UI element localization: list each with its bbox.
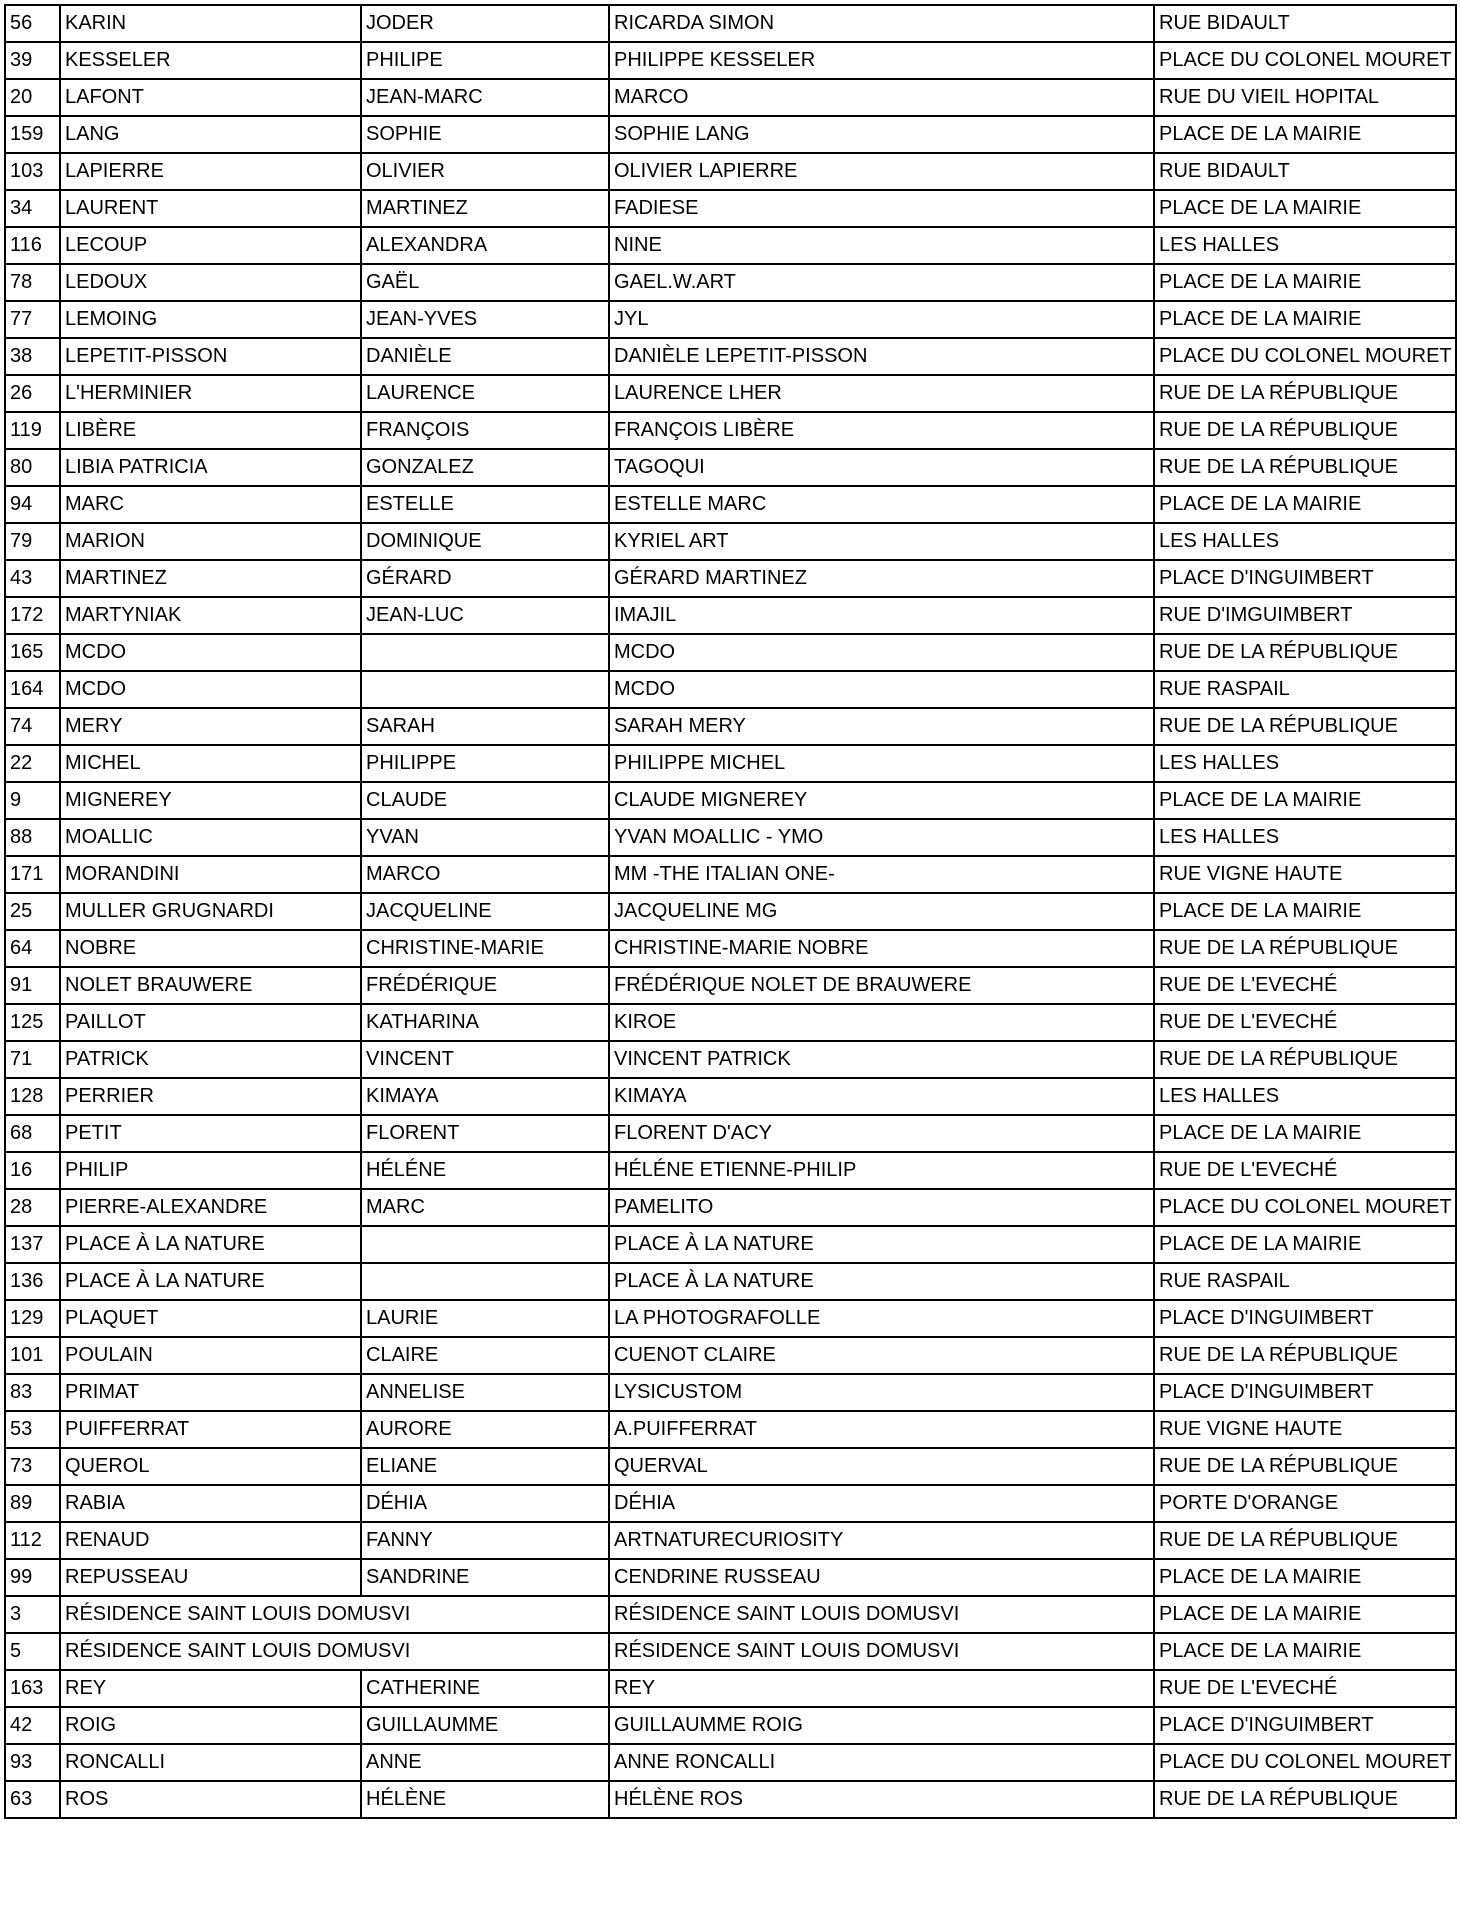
last-name-cell: L'HERMINIER (60, 375, 361, 412)
first-name-cell: CLAUDE (361, 782, 609, 819)
location-cell: PLACE DE LA MAIRIE (1154, 190, 1456, 227)
last-name-cell: ROS (60, 1781, 361, 1818)
signature-cell: LAURENCE LHER (609, 375, 1154, 412)
location-cell: PLACE D'INGUIMBERT (1154, 1300, 1456, 1337)
first-name-cell: VINCENT (361, 1041, 609, 1078)
location-cell: PLACE DE LA MAIRIE (1154, 301, 1456, 338)
number-cell: 64 (5, 930, 60, 967)
table-row (5, 967, 1456, 1004)
last-name-cell: ROIG (60, 1707, 361, 1744)
number-cell: 26 (5, 375, 60, 412)
signature-cell: CUENOT CLAIRE (609, 1337, 1154, 1374)
table-row (5, 1633, 1456, 1670)
location-cell: PLACE DU COLONEL MOURET (1154, 1744, 1456, 1781)
location-cell: PLACE DE LA MAIRIE (1154, 1226, 1456, 1263)
location-cell: RUE DE L'EVECHÉ (1154, 967, 1456, 1004)
table-row (5, 893, 1456, 930)
signature-cell: TAGOQUI (609, 449, 1154, 486)
location-cell: RUE DE L'EVECHÉ (1154, 1004, 1456, 1041)
location-cell: PLACE DE LA MAIRIE (1154, 893, 1456, 930)
location-cell: RUE DE LA RÉPUBLIQUE (1154, 930, 1456, 967)
table-row (5, 190, 1456, 227)
last-name-cell: MORANDINI (60, 856, 361, 893)
last-name-cell: PERRIER (60, 1078, 361, 1115)
number-cell: 94 (5, 486, 60, 523)
location-cell: PLACE D'INGUIMBERT (1154, 560, 1456, 597)
last-name-cell: LEDOUX (60, 264, 361, 301)
number-cell: 77 (5, 301, 60, 338)
first-name-cell (361, 671, 609, 708)
number-cell: 91 (5, 967, 60, 1004)
number-cell: 128 (5, 1078, 60, 1115)
first-name-cell: FRÉDÉRIQUE (361, 967, 609, 1004)
signature-cell: FRÉDÉRIQUE NOLET DE BRAUWERE (609, 967, 1154, 1004)
table-row (5, 1522, 1456, 1559)
number-cell: 171 (5, 856, 60, 893)
signature-cell: KIROE (609, 1004, 1154, 1041)
table-row (5, 153, 1456, 190)
number-cell: 101 (5, 1337, 60, 1374)
first-name-cell: YVAN (361, 819, 609, 856)
participants-table (4, 4, 1457, 1819)
last-name-cell: PHILIP (60, 1152, 361, 1189)
number-cell: 22 (5, 745, 60, 782)
last-name-cell: PLACE À LA NATURE (60, 1226, 361, 1263)
location-cell: PLACE D'INGUIMBERT (1154, 1707, 1456, 1744)
table-row (5, 116, 1456, 153)
table-row (5, 301, 1456, 338)
table-row (5, 1337, 1456, 1374)
signature-cell: PHILIPPE MICHEL (609, 745, 1154, 782)
table-row (5, 1448, 1456, 1485)
location-cell: RUE DE LA RÉPUBLIQUE (1154, 449, 1456, 486)
signature-cell: MM -THE ITALIAN ONE- (609, 856, 1154, 893)
signature-cell: CENDRINE RUSSEAU (609, 1559, 1154, 1596)
location-cell: RUE RASPAIL (1154, 1263, 1456, 1300)
number-cell: 71 (5, 1041, 60, 1078)
number-cell: 39 (5, 42, 60, 79)
table-body (5, 5, 1456, 1818)
table-row (5, 1226, 1456, 1263)
table-row (5, 264, 1456, 301)
first-name-cell: SOPHIE (361, 116, 609, 153)
number-cell: 63 (5, 1781, 60, 1818)
location-cell: RUE DE L'EVECHÉ (1154, 1670, 1456, 1707)
table-row (5, 856, 1456, 893)
first-name-cell: MARTINEZ (361, 190, 609, 227)
table-row (5, 449, 1456, 486)
number-cell: 73 (5, 1448, 60, 1485)
number-cell: 136 (5, 1263, 60, 1300)
signature-cell: GÉRARD MARTINEZ (609, 560, 1154, 597)
first-name-cell: CLAIRE (361, 1337, 609, 1374)
table-row (5, 1670, 1456, 1707)
last-name-cell: PUIFFERRAT (60, 1411, 361, 1448)
last-name-cell: RÉSIDENCE SAINT LOUIS DOMUSVI (60, 1633, 609, 1670)
table-row (5, 227, 1456, 264)
signature-cell: FADIESE (609, 190, 1154, 227)
first-name-cell: JACQUELINE (361, 893, 609, 930)
number-cell: 56 (5, 5, 60, 42)
location-cell: LES HALLES (1154, 227, 1456, 264)
first-name-cell: MARC (361, 1189, 609, 1226)
location-cell: RUE RASPAIL (1154, 671, 1456, 708)
number-cell: 103 (5, 153, 60, 190)
number-cell: 165 (5, 634, 60, 671)
number-cell: 93 (5, 1744, 60, 1781)
location-cell: RUE DE LA RÉPUBLIQUE (1154, 1337, 1456, 1374)
location-cell: PLACE DE LA MAIRIE (1154, 782, 1456, 819)
signature-cell: GAEL.W.ART (609, 264, 1154, 301)
last-name-cell: LEMOING (60, 301, 361, 338)
first-name-cell: GAËL (361, 264, 609, 301)
last-name-cell: LECOUP (60, 227, 361, 264)
last-name-cell: MARION (60, 523, 361, 560)
table-row (5, 523, 1456, 560)
table-row (5, 1041, 1456, 1078)
number-cell: 20 (5, 79, 60, 116)
last-name-cell: MCDO (60, 634, 361, 671)
first-name-cell: AURORE (361, 1411, 609, 1448)
table-row (5, 745, 1456, 782)
last-name-cell: RÉSIDENCE SAINT LOUIS DOMUSVI (60, 1596, 609, 1633)
number-cell: 164 (5, 671, 60, 708)
table-row (5, 671, 1456, 708)
table-row (5, 597, 1456, 634)
first-name-cell (361, 1263, 609, 1300)
last-name-cell: PLAQUET (60, 1300, 361, 1337)
location-cell: PLACE DE LA MAIRIE (1154, 1596, 1456, 1633)
table-row (5, 560, 1456, 597)
table-row (5, 634, 1456, 671)
signature-cell: RÉSIDENCE SAINT LOUIS DOMUSVI (609, 1596, 1154, 1633)
number-cell: 53 (5, 1411, 60, 1448)
last-name-cell: QUEROL (60, 1448, 361, 1485)
number-cell: 163 (5, 1670, 60, 1707)
table-row (5, 1707, 1456, 1744)
number-cell: 5 (5, 1633, 60, 1670)
number-cell: 79 (5, 523, 60, 560)
first-name-cell: JEAN-LUC (361, 597, 609, 634)
last-name-cell: PETIT (60, 1115, 361, 1152)
number-cell: 80 (5, 449, 60, 486)
last-name-cell: MARTINEZ (60, 560, 361, 597)
number-cell: 88 (5, 819, 60, 856)
location-cell: RUE DE LA RÉPUBLIQUE (1154, 1522, 1456, 1559)
location-cell: RUE DE LA RÉPUBLIQUE (1154, 1781, 1456, 1818)
location-cell: PORTE D'ORANGE (1154, 1485, 1456, 1522)
location-cell: PLACE DU COLONEL MOURET (1154, 42, 1456, 79)
first-name-cell (361, 1226, 609, 1263)
signature-cell: PHILIPPE KESSELER (609, 42, 1154, 79)
signature-cell: GUILLAUMME ROIG (609, 1707, 1154, 1744)
location-cell: RUE DE LA RÉPUBLIQUE (1154, 708, 1456, 745)
table-row (5, 1115, 1456, 1152)
number-cell: 129 (5, 1300, 60, 1337)
first-name-cell: FRANÇOIS (361, 412, 609, 449)
table-row (5, 1559, 1456, 1596)
last-name-cell: MCDO (60, 671, 361, 708)
signature-cell: JYL (609, 301, 1154, 338)
number-cell: 89 (5, 1485, 60, 1522)
number-cell: 159 (5, 116, 60, 153)
last-name-cell: RABIA (60, 1485, 361, 1522)
table-row (5, 412, 1456, 449)
number-cell: 99 (5, 1559, 60, 1596)
location-cell: RUE VIGNE HAUTE (1154, 1411, 1456, 1448)
signature-cell: FLORENT D'ACY (609, 1115, 1154, 1152)
table-row (5, 1189, 1456, 1226)
table-row (5, 1300, 1456, 1337)
signature-cell: DANIÈLE LEPETIT-PISSON (609, 338, 1154, 375)
last-name-cell: PLACE À LA NATURE (60, 1263, 361, 1300)
table-row (5, 1781, 1456, 1818)
last-name-cell: REY (60, 1670, 361, 1707)
signature-cell: PAMELITO (609, 1189, 1154, 1226)
number-cell: 83 (5, 1374, 60, 1411)
number-cell: 74 (5, 708, 60, 745)
location-cell: RUE DE LA RÉPUBLIQUE (1154, 375, 1456, 412)
last-name-cell: LIBÈRE (60, 412, 361, 449)
number-cell: 119 (5, 412, 60, 449)
first-name-cell: DOMINIQUE (361, 523, 609, 560)
first-name-cell: SARAH (361, 708, 609, 745)
table-row (5, 1263, 1456, 1300)
last-name-cell: PIERRE-ALEXANDRE (60, 1189, 361, 1226)
first-name-cell: ALEXANDRA (361, 227, 609, 264)
first-name-cell: GONZALEZ (361, 449, 609, 486)
first-name-cell: JODER (361, 5, 609, 42)
number-cell: 68 (5, 1115, 60, 1152)
location-cell: PLACE DE LA MAIRIE (1154, 116, 1456, 153)
last-name-cell: RONCALLI (60, 1744, 361, 1781)
table-row (5, 375, 1456, 412)
signature-cell: QUERVAL (609, 1448, 1154, 1485)
number-cell: 43 (5, 560, 60, 597)
first-name-cell: ANNE (361, 1744, 609, 1781)
location-cell: RUE DU VIEIL HOPITAL (1154, 79, 1456, 116)
last-name-cell: LIBIA PATRICIA (60, 449, 361, 486)
number-cell: 137 (5, 1226, 60, 1263)
first-name-cell: ANNELISE (361, 1374, 609, 1411)
number-cell: 3 (5, 1596, 60, 1633)
last-name-cell: LAPIERRE (60, 153, 361, 190)
location-cell: PLACE DE LA MAIRIE (1154, 486, 1456, 523)
signature-cell: SARAH MERY (609, 708, 1154, 745)
last-name-cell: LAURENT (60, 190, 361, 227)
last-name-cell: LEPETIT-PISSON (60, 338, 361, 375)
last-name-cell: MICHEL (60, 745, 361, 782)
signature-cell: RICARDA SIMON (609, 5, 1154, 42)
signature-cell: PLACE À LA NATURE (609, 1226, 1154, 1263)
number-cell: 78 (5, 264, 60, 301)
location-cell: RUE DE LA RÉPUBLIQUE (1154, 412, 1456, 449)
last-name-cell: RENAUD (60, 1522, 361, 1559)
last-name-cell: PRIMAT (60, 1374, 361, 1411)
signature-cell: MCDO (609, 671, 1154, 708)
signature-cell: RÉSIDENCE SAINT LOUIS DOMUSVI (609, 1633, 1154, 1670)
table-row (5, 486, 1456, 523)
first-name-cell: HÉLÈNE (361, 1781, 609, 1818)
number-cell: 9 (5, 782, 60, 819)
location-cell: LES HALLES (1154, 1078, 1456, 1115)
first-name-cell: KATHARINA (361, 1004, 609, 1041)
location-cell: RUE BIDAULT (1154, 153, 1456, 190)
first-name-cell: LAURIE (361, 1300, 609, 1337)
table-row (5, 1596, 1456, 1633)
number-cell: 25 (5, 893, 60, 930)
location-cell: LES HALLES (1154, 745, 1456, 782)
signature-cell: ANNE RONCALLI (609, 1744, 1154, 1781)
table-row (5, 930, 1456, 967)
first-name-cell: DÉHIA (361, 1485, 609, 1522)
number-cell: 42 (5, 1707, 60, 1744)
table-row (5, 5, 1456, 42)
signature-cell: FRANÇOIS LIBÈRE (609, 412, 1154, 449)
signature-cell: ARTNATURECURIOSITY (609, 1522, 1154, 1559)
last-name-cell: NOBRE (60, 930, 361, 967)
signature-cell: OLIVIER LAPIERRE (609, 153, 1154, 190)
location-cell: RUE D'IMGUIMBERT (1154, 597, 1456, 634)
last-name-cell: MIGNEREY (60, 782, 361, 819)
signature-cell: DÉHIA (609, 1485, 1154, 1522)
first-name-cell: ESTELLE (361, 486, 609, 523)
table-row (5, 338, 1456, 375)
number-cell: 34 (5, 190, 60, 227)
first-name-cell: CATHERINE (361, 1670, 609, 1707)
last-name-cell: MULLER GRUGNARDI (60, 893, 361, 930)
location-cell: PLACE DE LA MAIRIE (1154, 1115, 1456, 1152)
first-name-cell: GÉRARD (361, 560, 609, 597)
number-cell: 112 (5, 1522, 60, 1559)
first-name-cell: KIMAYA (361, 1078, 609, 1115)
table-row (5, 1152, 1456, 1189)
first-name-cell: ELIANE (361, 1448, 609, 1485)
first-name-cell: PHILIPPE (361, 745, 609, 782)
table-row (5, 1411, 1456, 1448)
signature-cell: KIMAYA (609, 1078, 1154, 1115)
first-name-cell: PHILIPE (361, 42, 609, 79)
location-cell: PLACE DU COLONEL MOURET (1154, 1189, 1456, 1226)
signature-cell: VINCENT PATRICK (609, 1041, 1154, 1078)
signature-cell: LYSICUSTOM (609, 1374, 1154, 1411)
signature-cell: ESTELLE MARC (609, 486, 1154, 523)
first-name-cell: OLIVIER (361, 153, 609, 190)
last-name-cell: LAFONT (60, 79, 361, 116)
first-name-cell: SANDRINE (361, 1559, 609, 1596)
location-cell: PLACE DU COLONEL MOURET (1154, 338, 1456, 375)
last-name-cell: MARC (60, 486, 361, 523)
location-cell: RUE VIGNE HAUTE (1154, 856, 1456, 893)
first-name-cell: HÉLÉNE (361, 1152, 609, 1189)
signature-cell: REY (609, 1670, 1154, 1707)
table-row (5, 1078, 1456, 1115)
location-cell: RUE DE LA RÉPUBLIQUE (1154, 1041, 1456, 1078)
location-cell: PLACE D'INGUIMBERT (1154, 1374, 1456, 1411)
last-name-cell: LANG (60, 116, 361, 153)
number-cell: 172 (5, 597, 60, 634)
last-name-cell: PATRICK (60, 1041, 361, 1078)
table-row (5, 1004, 1456, 1041)
first-name-cell: GUILLAUMME (361, 1707, 609, 1744)
last-name-cell: MERY (60, 708, 361, 745)
first-name-cell: DANIÈLE (361, 338, 609, 375)
number-cell: 116 (5, 227, 60, 264)
signature-cell: NINE (609, 227, 1154, 264)
signature-cell: KYRIEL ART (609, 523, 1154, 560)
table-row (5, 42, 1456, 79)
last-name-cell: PAILLOT (60, 1004, 361, 1041)
location-cell: RUE DE L'EVECHÉ (1154, 1152, 1456, 1189)
last-name-cell: NOLET BRAUWERE (60, 967, 361, 1004)
number-cell: 28 (5, 1189, 60, 1226)
number-cell: 38 (5, 338, 60, 375)
first-name-cell: MARCO (361, 856, 609, 893)
first-name-cell: CHRISTINE-MARIE (361, 930, 609, 967)
number-cell: 16 (5, 1152, 60, 1189)
location-cell: PLACE DE LA MAIRIE (1154, 1633, 1456, 1670)
first-name-cell: JEAN-YVES (361, 301, 609, 338)
first-name-cell (361, 634, 609, 671)
first-name-cell: JEAN-MARC (361, 79, 609, 116)
last-name-cell: KARIN (60, 5, 361, 42)
location-cell: LES HALLES (1154, 819, 1456, 856)
location-cell: RUE DE LA RÉPUBLIQUE (1154, 1448, 1456, 1485)
table-row (5, 782, 1456, 819)
first-name-cell: FANNY (361, 1522, 609, 1559)
table-row (5, 1744, 1456, 1781)
signature-cell: PLACE À LA NATURE (609, 1263, 1154, 1300)
last-name-cell: KESSELER (60, 42, 361, 79)
table-row (5, 708, 1456, 745)
location-cell: LES HALLES (1154, 523, 1456, 560)
location-cell: RUE BIDAULT (1154, 5, 1456, 42)
signature-cell: CHRISTINE-MARIE NOBRE (609, 930, 1154, 967)
signature-cell: HÉLÉNE ETIENNE-PHILIP (609, 1152, 1154, 1189)
signature-cell: JACQUELINE MG (609, 893, 1154, 930)
signature-cell: HÉLÈNE ROS (609, 1781, 1154, 1818)
location-cell: PLACE DE LA MAIRIE (1154, 264, 1456, 301)
number-cell: 125 (5, 1004, 60, 1041)
table-row (5, 1374, 1456, 1411)
last-name-cell: POULAIN (60, 1337, 361, 1374)
last-name-cell: MOALLIC (60, 819, 361, 856)
location-cell: RUE DE LA RÉPUBLIQUE (1154, 634, 1456, 671)
table-row (5, 79, 1456, 116)
first-name-cell: FLORENT (361, 1115, 609, 1152)
table-row (5, 1485, 1456, 1522)
signature-cell: IMAJIL (609, 597, 1154, 634)
last-name-cell: MARTYNIAK (60, 597, 361, 634)
signature-cell: YVAN MOALLIC - YMO (609, 819, 1154, 856)
last-name-cell: REPUSSEAU (60, 1559, 361, 1596)
location-cell: PLACE DE LA MAIRIE (1154, 1559, 1456, 1596)
signature-cell: LA PHOTOGRAFOLLE (609, 1300, 1154, 1337)
table-row (5, 819, 1456, 856)
first-name-cell: LAURENCE (361, 375, 609, 412)
signature-cell: CLAUDE MIGNEREY (609, 782, 1154, 819)
signature-cell: MARCO (609, 79, 1154, 116)
signature-cell: MCDO (609, 634, 1154, 671)
signature-cell: SOPHIE LANG (609, 116, 1154, 153)
signature-cell: A.PUIFFERRAT (609, 1411, 1154, 1448)
